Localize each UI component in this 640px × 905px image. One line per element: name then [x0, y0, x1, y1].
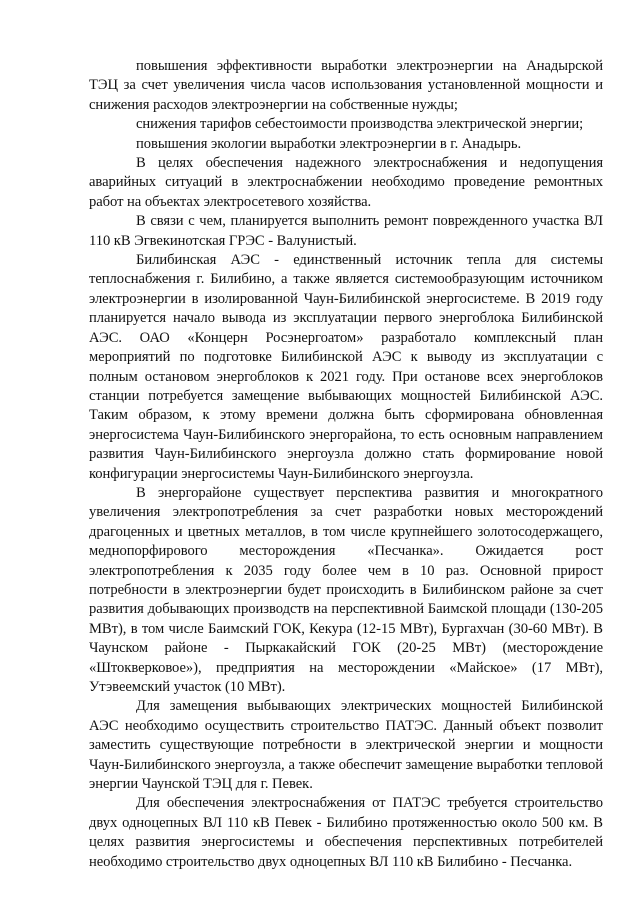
paragraph-efficiency: повышения эффективности выработки электроэнергии на Анадырской ТЭЦ за счет увеличения числа часов использования установленной мощности и снижения расходов электроэнергии на собственные нужды; [89, 58, 603, 113]
paragraph-bilibino-npp: Билибинская АЭС - единственный источник тепла для системы теплоснабжения г. Билибино, а также является системообразующим источником электроэнергии в изолированной Чаун-Билибинской энергосистеме. В 2019 году планируется начало вывода из эксплуатации первого энергоблока Билибинской АЭС. ОАО «Концерн Росэнергоатом» разработало комплексный план мероприятий по подготовке Билибинской АЭС к выводу из эксплуатации с полным остановом энергоблоков к 2021 году. При останове всех энергоблоков станции потребуется замещение выбывающих мощностей Билибинской АЭС. Таким образом, к этому времени должна быть сформирована обновленная энергосистема Чаун-Билибинского энергорайона, то есть основным направлением развития Чаун-Билибинского энергоузла должно стать формирование новой конфигурации энергосистемы Чаун-Билибинского энергоузла. [89, 252, 603, 482]
paragraph-consumption-growth: В энергорайоне существует перспектива развития и многократного увеличения электропотребления за счет разработки новых месторождений драгоценных и цветных металлов, в том числе крупнейшего золотосодержащего, меднопорфирового месторождения «Песчанка». Ожидается рост электропотребления к 2035 году более чем в 10 раз. Основной прирост потребности в электроэнергии будет происходить в Билибинском районе за счет развития добывающих производств на перспективной Баимской площади (130-205 МВт), в том числе Баимский ГОК, Кекура (12-15 МВт), Бургахчан (30-60 МВт). В Чаунском районе - Пыркакайский ГОК (20-25 МВт) (месторождение «Штокверковое»), предприятия на месторождении «Майское» (17 МВт), Утэвеемский участок (10 МВт). [89, 484, 603, 695]
paragraph-power-lines: Для обеспечения электроснабжения от ПАТЭС требуется строительство двух одноцепных ВЛ 110 кВ Певек - Билибино протяженностью около 500 км. В целях развития энергосистемы и обеспечения перспективных потребителей необходимо строительство двух одноцепных ВЛ 110 кВ Билибино - Песчанка. [89, 795, 603, 870]
paragraph-line-repair: В связи с чем, планируется выполнить ремонт поврежденного участка ВЛ 110 кВ Эгвекинотская ГРЭС - Валунистый. [89, 213, 603, 249]
paragraph-reliable-supply: В целях обеспечения надежного электроснабжения и недопущения аварийных ситуаций в электроснабжении необходимо проведение ремонтных работ на объектах электросетевого хозяйства. [89, 155, 603, 210]
paragraph-pates-construction: Для замещения выбывающих электрических мощностей Билибинской АЭС необходимо осуществить строительство ПАТЭС. Данный объект позволит заместить существующие потребности в электрической энергии и мощности Чаун-Билибинского энергоузла, а также обеспечит замещение выработки тепловой энергии Чаунской ТЭЦ для г. Певек. [89, 698, 603, 793]
document-body [89, 57, 603, 872]
paragraph-tariffs: снижения тарифов себестоимости производства электрической энергии; [136, 116, 584, 133]
paragraph-ecology: повышения экологии выработки электроэнергии в г. Анадырь. [136, 135, 522, 152]
